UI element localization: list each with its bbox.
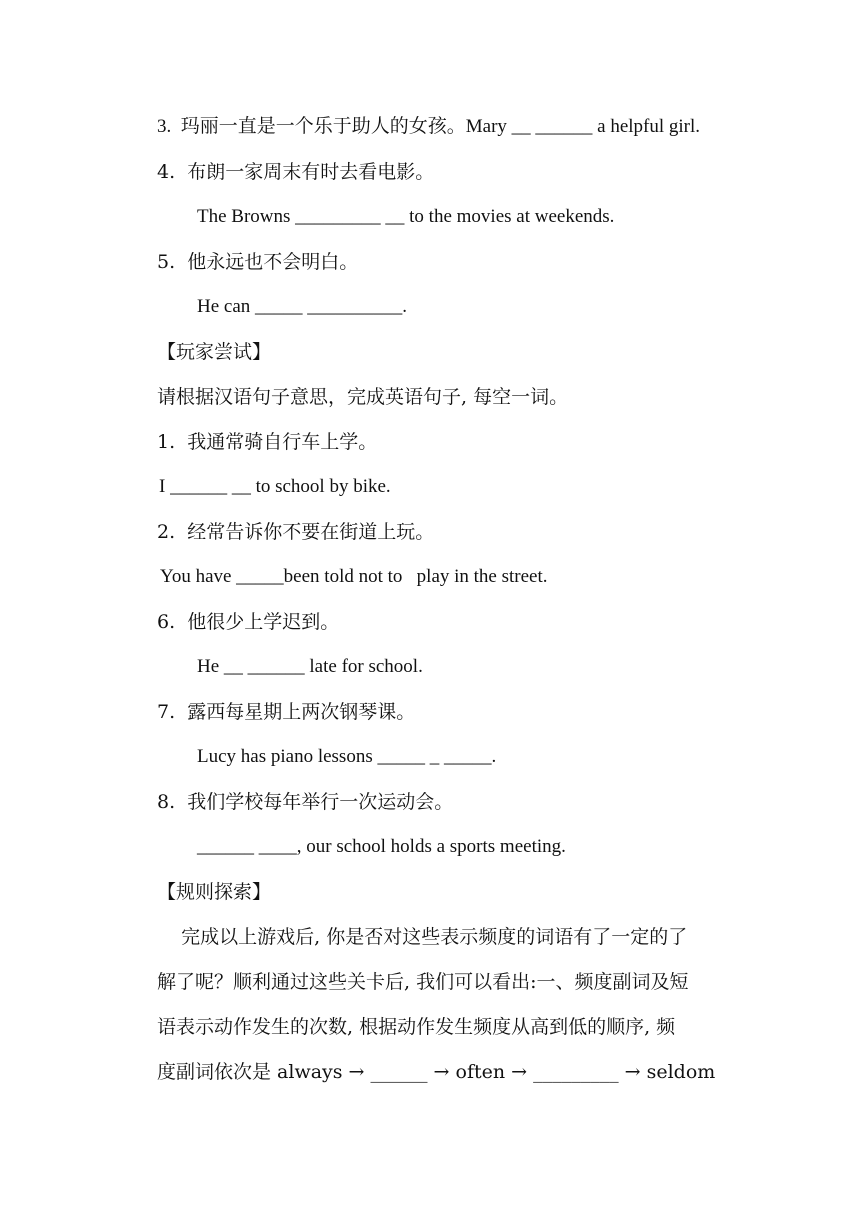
practice-8: 8. 我们学校每年举行一次运动会。 bbox=[157, 791, 454, 813]
question-4: 4. 布朗一家周末有时去看电影。 bbox=[157, 161, 435, 183]
practice-8-answer: ______ ____, our school holds a sports meeting. bbox=[197, 836, 566, 857]
practice-7: 7. 露西每星期上两次钢琴课。 bbox=[157, 701, 416, 723]
practice-6: 6. 他很少上学迟到。 bbox=[157, 611, 340, 633]
section-heading-rule-explore: 【规则探索】 bbox=[157, 881, 272, 903]
practice-2-answer: You have _____been told not to play in the street. bbox=[160, 566, 548, 587]
practice-2: 2. 经常告诉你不要在街道上玩。 bbox=[157, 521, 435, 543]
paragraph-line: 语表示动作发生的次数, 根据动作发生频度从高到低的顺序, 频 bbox=[157, 1016, 676, 1038]
question-4-answer: The Browns _________ __ to the movies at weekends. bbox=[197, 206, 615, 227]
practice-7-answer: Lucy has piano lessons _____ _ _____. bbox=[197, 746, 497, 767]
paragraph-line: 解了呢？顺利通过这些关卡后, 我们可以看出:一、频度副词及短 bbox=[157, 971, 689, 993]
question-5-answer: He can _____ __________. bbox=[197, 296, 408, 317]
instructions: 请根据汉语句子意思，完成英语句子, 每空一词。 bbox=[157, 386, 569, 408]
practice-6-answer: He __ ______ late for school. bbox=[197, 656, 423, 677]
question-3: 3. 玛丽一直是一个乐于助人的女孩。Mary __ ______ a helpful girl. bbox=[157, 116, 701, 137]
practice-1-answer: I ______ __ to school by bike. bbox=[159, 476, 391, 497]
paragraph-line: 完成以上游戏后, 你是否对这些表示频度的词语有了一定的了 bbox=[157, 926, 688, 948]
explanation-paragraph bbox=[157, 915, 733, 1095]
question-5: 5. 他永远也不会明白。 bbox=[157, 251, 359, 273]
section-heading-player-try: 【玩家尝试】 bbox=[157, 341, 272, 363]
practice-1: 1. 我通常骑自行车上学。 bbox=[157, 431, 378, 453]
paragraph-line: 度副词依次是 always → ______ → often → _________ → seldom bbox=[157, 1061, 716, 1083]
